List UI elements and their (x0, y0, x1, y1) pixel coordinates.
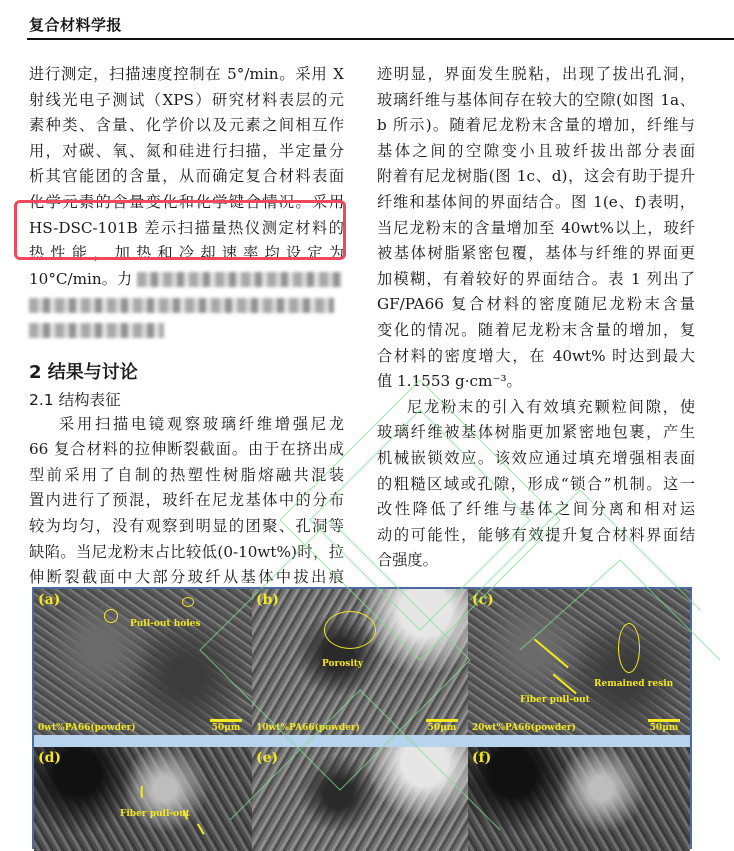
sample-label: 0wt%PA66(powder) (38, 723, 136, 733)
annotation-label: Remained resin (594, 679, 674, 689)
blurred-line (29, 318, 344, 344)
text-line: 被基体树脂紧密包覆，基体与纤维的界面更 (377, 244, 695, 263)
blurred-text (137, 272, 342, 287)
text-line: 动的可能性，能够有效提升复合材料界面结 (377, 525, 695, 544)
text-line: 合强度。 (377, 551, 438, 570)
scale-bar: 50μm (648, 719, 680, 733)
text-line: 加模糊，有着较好的界面结合。表 1 列出了 (377, 269, 695, 288)
sem-panel-f (468, 747, 690, 851)
left-column (29, 62, 344, 591)
partially-blurred-line (29, 267, 344, 293)
text-line: 玻璃纤维与基体间存在较大的空隙(如图 1a、 (377, 90, 695, 109)
highlighted-line: 热 性 能 ， 加 热 和 冷 却 速 率 均 设 定 为 (29, 244, 344, 263)
text-line: 析其官能团的含量，从而确定复合材料表面 (29, 167, 344, 186)
arrow-icon (553, 674, 577, 694)
subsection-heading: 2.1 结构表征 (29, 390, 121, 409)
panel-label: (e) (256, 750, 279, 766)
visible-text: 10°C/min。力 (29, 269, 133, 288)
text-line: 射线光电子测试（XPS）研究材料表层的元 (29, 90, 344, 109)
text-line: 用，对碳、氧、氮和硅进行扫描，半定量分 (29, 141, 344, 160)
highlighted-line: HS-DSC-101B 差示扫描量热仪测定材料的 (29, 218, 344, 237)
arrow-icon (141, 786, 143, 798)
text-line: 型前采用了自制的热塑性树脂熔融共混装 (29, 465, 344, 484)
panel-label: (c) (472, 592, 494, 608)
highlight-ring (104, 609, 118, 623)
scale-bar: 50μm (426, 719, 458, 733)
right-column (377, 62, 695, 574)
text-line: 当尼龙粉末的含量增加至 40wt%以上，玻纤 (377, 218, 695, 237)
text-line: 基体之间的空隙变小且玻纤拔出部分表面 (377, 141, 695, 160)
annotation-label: Porosity (322, 659, 364, 669)
text-line: 值 1.1553 g·cm⁻³。 (377, 372, 522, 391)
text-line: 附着有尼龙树脂(图 1c、d)，这会有助于提升 (377, 167, 695, 186)
text-line: 合材料的密度增大，在 40wt% 时达到最大 (377, 346, 695, 365)
scale-bar: 50μm (210, 719, 242, 733)
arrow-icon (534, 639, 569, 668)
sample-label: 20wt%PA66(powder) (472, 723, 576, 733)
text-line: 进行测定，扫描速度控制在 5°/min。采用 X (29, 65, 344, 83)
text-line: 66 复合材料的拉伸断裂截面。由于在挤出成 (29, 440, 344, 459)
sem-panel-d (34, 747, 252, 851)
text-line: 改性降低了纤维与基体之间分离和相对运 (377, 500, 695, 519)
sample-label: 10wt%PA66(powder) (256, 723, 360, 733)
text-line: 的粗糙区域或孔隙，形成“锁合”机制。这一 (377, 474, 695, 493)
text-line: 置内进行了预混，玻纤在尼龙基体中的分布 (29, 491, 344, 510)
text-line: 机械嵌锁效应。该效应通过填充增强相表面 (377, 448, 695, 467)
sem-panel-e (252, 747, 468, 851)
highlight-ring (182, 597, 194, 607)
journal-header (27, 12, 734, 40)
annotation-label: Pull-out holes (130, 619, 201, 629)
text-line: 素种类、含量、化学价以及元素之间相互作 (29, 116, 344, 135)
panel-label: (b) (256, 592, 280, 608)
text-line: 采用扫描电镜观察玻璃纤维增强尼龙 (59, 414, 344, 433)
text-line: 变化的情况。随着尼龙粉末含量的增加，复 (377, 320, 695, 339)
text-line: 较为均匀，没有观察到明显的团聚、孔洞等 (29, 516, 344, 535)
text-line: 尼龙粉末的引入有效填充颗粒间隙，使 (407, 397, 695, 416)
arrow-icon (197, 823, 204, 834)
text-line: GF/PA66 复合材料的密度随尼龙粉末含量 (377, 295, 695, 314)
panel-label: (a) (38, 592, 61, 608)
text-line: 纤维和基体间的界面结合。图 1(e、f)表明， (377, 192, 695, 211)
text-line: 伸断裂截面中大部分玻纤从基体中拔出痕 (29, 568, 344, 587)
blurred-text (29, 323, 164, 338)
text-line: 玻璃纤维被基体树脂更加紧密地包裹，产生 (377, 423, 695, 442)
text-line: 缺陷。当尼龙粉末占比较低(0-10wt%)时，拉 (29, 542, 344, 561)
text-line: 迹明显，界面发生脱粘，出现了拔出孔洞， (377, 65, 695, 83)
sem-figure (32, 587, 692, 849)
sem-panel-b (252, 589, 468, 735)
journal-title: 复合材料学报 (29, 16, 123, 34)
annotation-label: Fiber pull-out (520, 695, 590, 705)
text-line: b 所示)。随着尼龙粉末含量的增加，纤维与 (377, 116, 695, 135)
highlight-box (14, 200, 346, 260)
highlight-ring (618, 623, 640, 673)
blurred-text (29, 298, 334, 313)
panel-label: (d) (38, 750, 62, 766)
sem-panel-c (468, 589, 690, 735)
annotation-label: Fiber pull-out (120, 809, 190, 819)
text-line: 化学元素的含量变化和化学键合情况。采用 (29, 192, 344, 211)
panel-label: (f) (472, 750, 492, 766)
blurred-line (29, 292, 344, 318)
sem-panel-a (34, 589, 252, 735)
highlight-ring (324, 611, 376, 649)
section-heading: 2 结果与讨论 (29, 361, 138, 383)
